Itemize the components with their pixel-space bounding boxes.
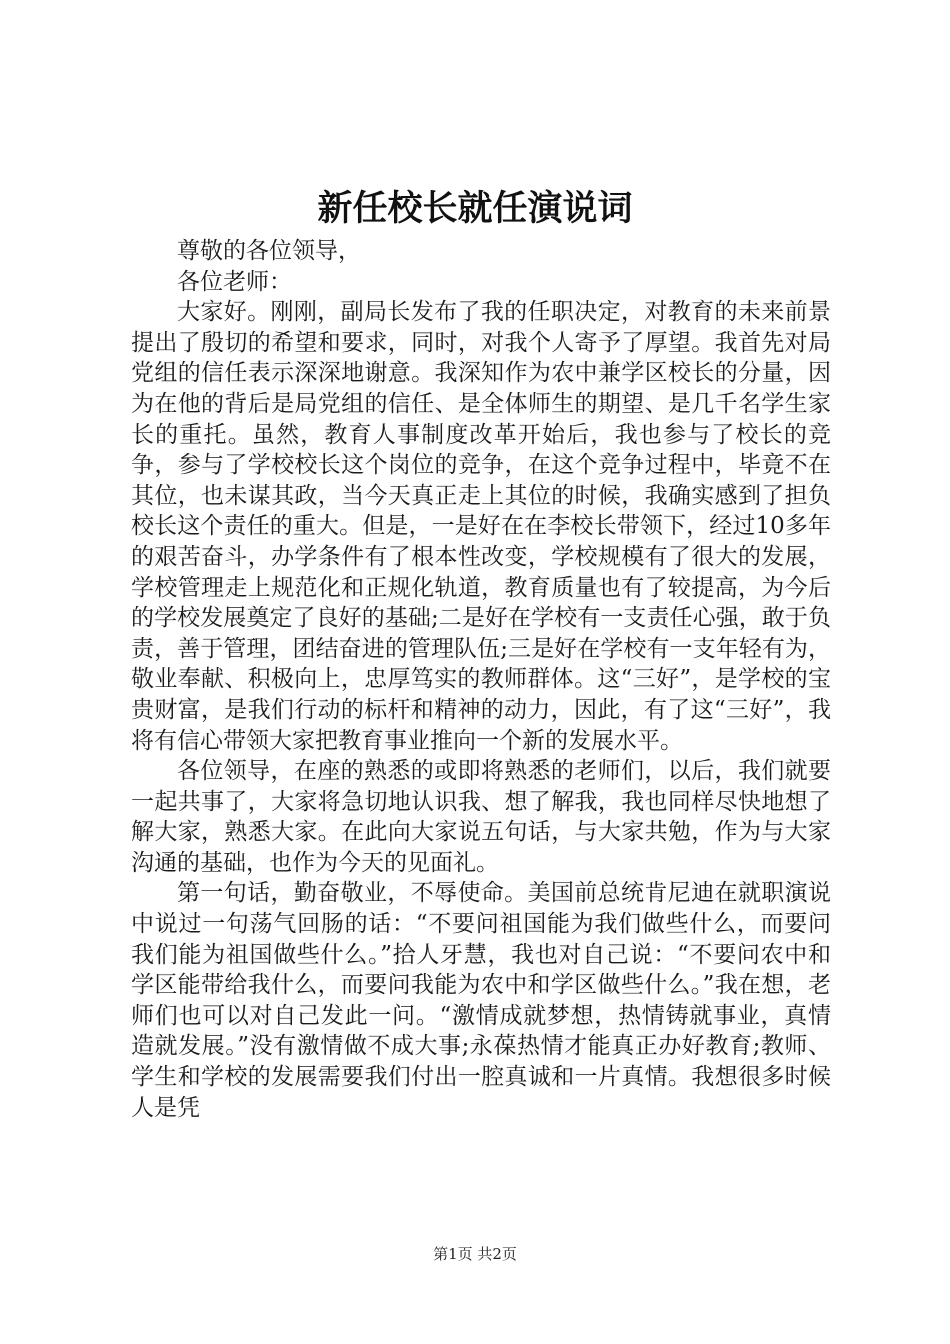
paragraph-five-sentences: 各位领导，在座的熟悉的或即将熟悉的老师们，以后，我们就要一起共事了，大家将急切地认识我、想了解我，我也同样尽快地想了解大家，熟悉大家。在此向大家说五句话，与大家共勉，作为与大家沟通的基础，也作为今天的见面礼。 <box>131 758 831 876</box>
salutation-teachers: 各位老师： <box>177 268 292 295</box>
paragraph-first-sentence: 第一句话，勤奋敬业，不辱使命。美国前总统肯尼迪在就职演说中说过一句荡气回肠的话：“不要问祖国能为我们做些什么，而要问我们能为祖国做些什么。”拾人牙慧，我也对自己说：“不要问农中和学区能带给我什么，而要问我能为农中和学区做些什么。”我在想，老师们也可以对自己发此一问。“激情成就梦想，热情铸就事业，真情造就发展。”没有激情做不成大事;永葆热情才能真正办好教育;教师、学生和学校的发展需要我们付出一腔真诚和一片真情。我想很多时候人是凭 <box>131 880 831 1121</box>
paragraph-greeting: 大家好。刚刚，副局长发布了我的任职决定，对教育的未来前景提出了殷切的希望和要求，同时，对我个人寄予了厚望。我首先对局党组的信任表示深深地谢意。我深知作为农中兼学区校长的分量，因为在他的背后是局党组的信任、是全体师生的期望、是几千名学生家长的重托。虽然，教育人事制度改革开始后，我也参与了校长的竞争，参与了学校校长这个岗位的竞争，在这个竞争过程中，毕竟不在其位，也未谋其政，当今天真正走上其位的时候，我确实感到了担负校长这个责任的重大。但是，一是好在在李校长带领下，经过10多年的艰苦奋斗，办学条件有了根本性改变，学校规模有了很大的发展，学校管理走上规范化和正规化轨道，教育质量也有了较提高，为今后的学校发展奠定了良好的基础;二是好在学校有一支责任心强，敢于负责，善于管理，团结奋进的管理队伍;三是好在学校有一支年轻有为，敬业奉献、积极向上，忠厚笃实的教师群体。这“三好”，是学校的宝贵财富，是我们行动的标杆和精神的动力，因此，有了这“三好”，我将有信心带领大家把教育事业推向一个新的发展水平。 <box>131 299 831 754</box>
salutation-leaders: 尊敬的各位领导， <box>177 238 361 264</box>
document-title: 新任校长就任演说词 <box>317 188 633 229</box>
document-body <box>131 236 831 1123</box>
page-number-footer: 第1页 共2页 <box>433 1245 517 1263</box>
